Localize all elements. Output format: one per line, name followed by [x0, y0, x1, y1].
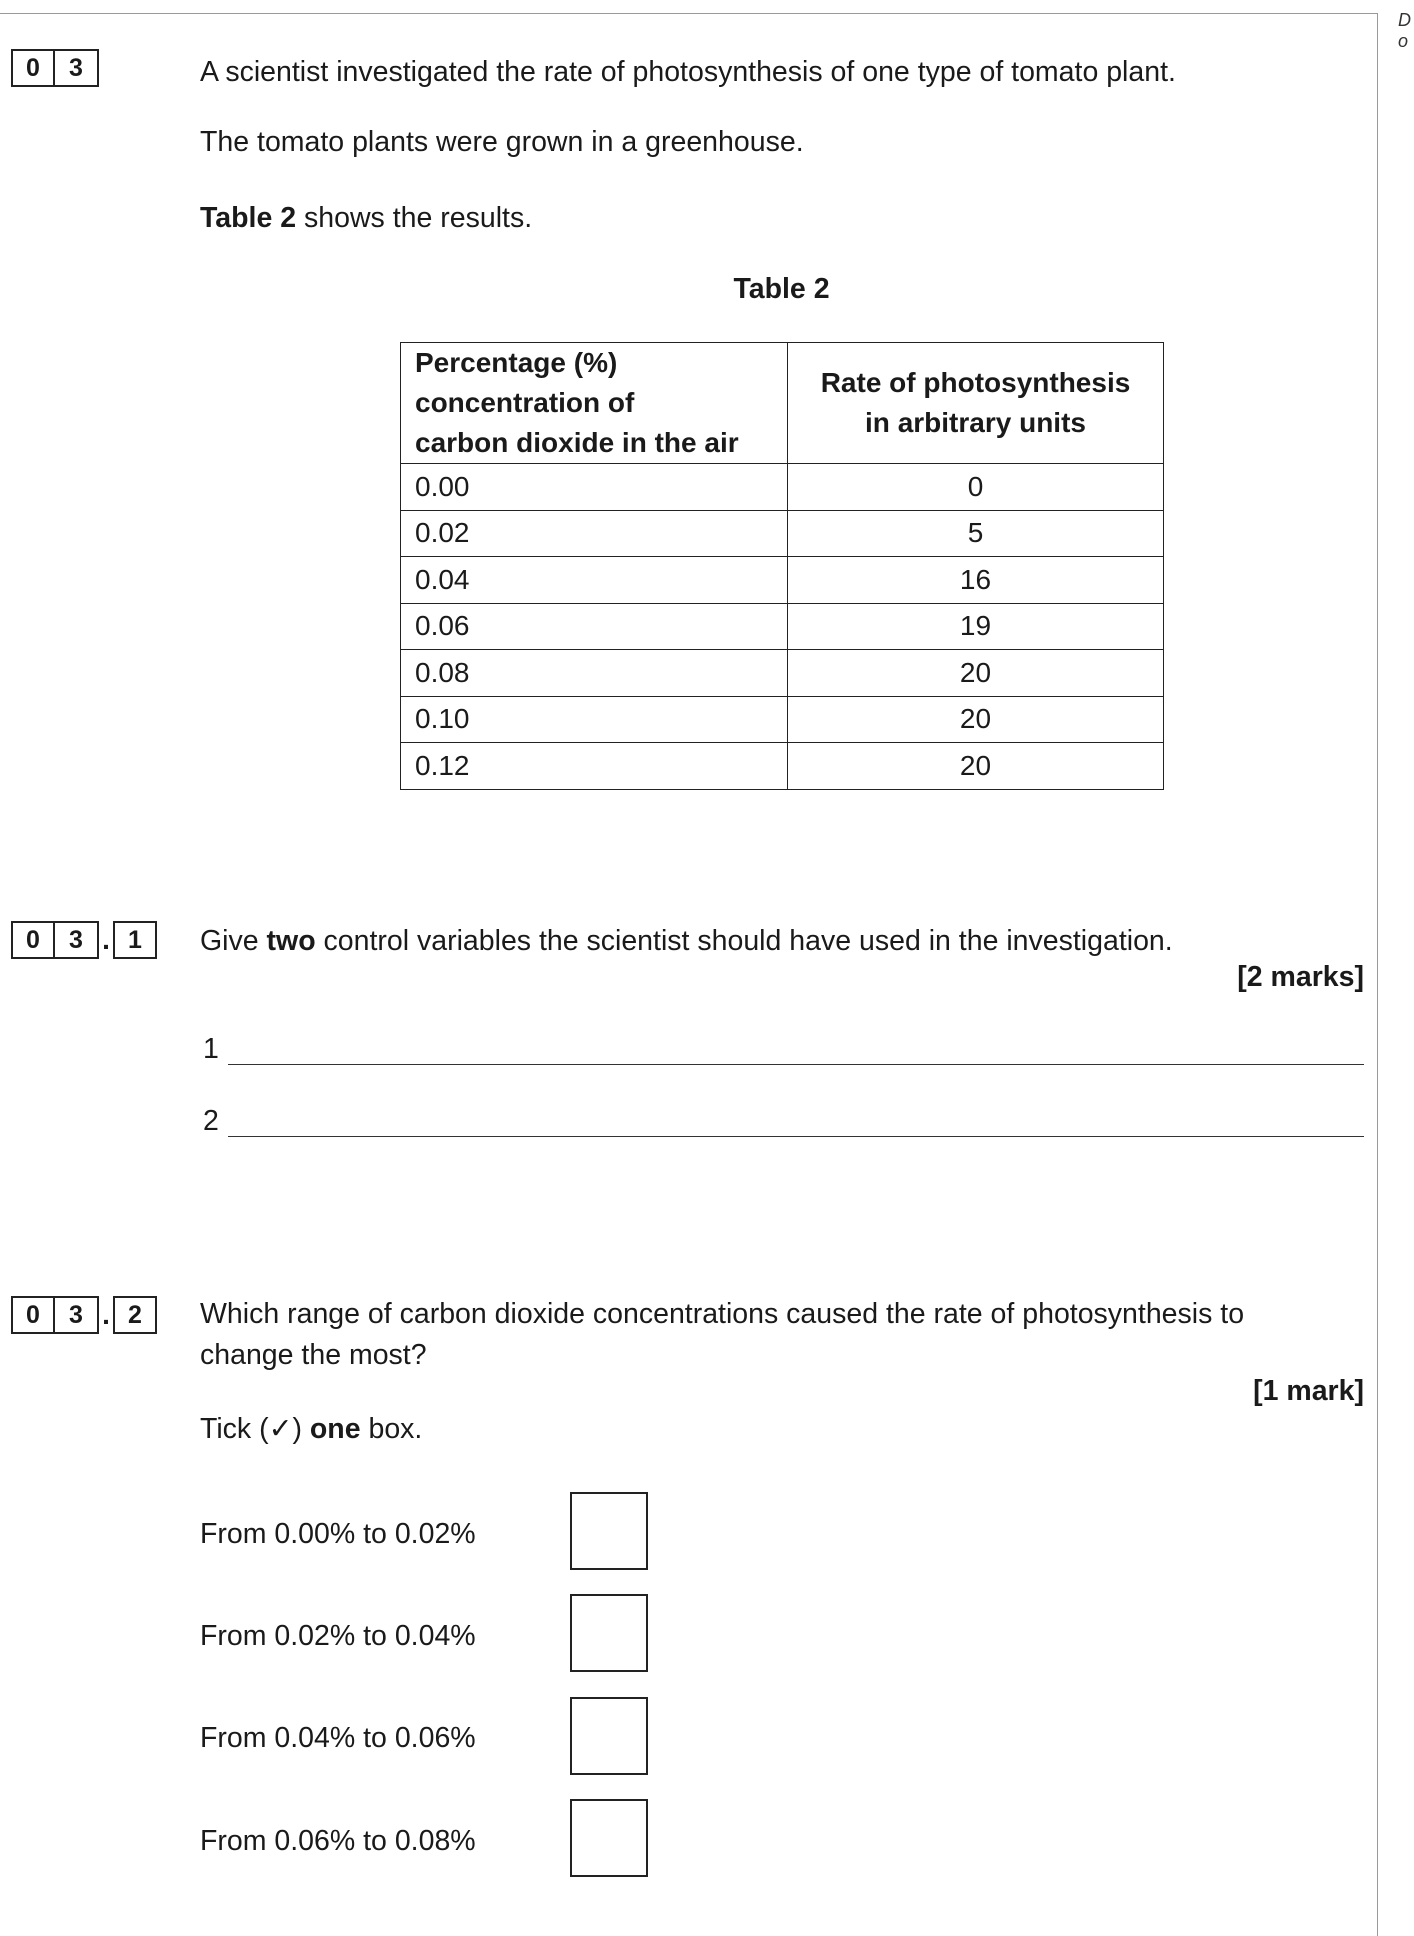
question-dot: . [102, 1299, 110, 1330]
option-label: From 0.02% to 0.04% [200, 1620, 476, 1652]
question-dot: . [102, 924, 110, 955]
rate-cell: 19 [788, 603, 1164, 650]
margin-note-line1: D [1398, 10, 1411, 30]
option-checkbox[interactable] [570, 1799, 648, 1877]
header-co2-line3: carbon dioxide in the air [415, 427, 739, 458]
tick-instruction [200, 1412, 422, 1446]
table-reference-rest: shows the results. [296, 202, 533, 234]
co2-cell: 0.06 [401, 603, 788, 650]
q1-prompt [200, 924, 1173, 958]
rate-cell: 20 [788, 743, 1164, 790]
question-number-box [11, 49, 99, 87]
q2-prompt-line2: change the most? [200, 1339, 427, 1371]
table-header-row [401, 343, 1164, 464]
table-row [401, 603, 1164, 650]
q2-prompt-line1: Which range of carbon dioxide concentrations caused the rate of photosynthesis to [200, 1298, 1245, 1330]
margin-note-line2: o [1398, 31, 1409, 51]
question-digit: 1 [113, 921, 157, 959]
co2-cell: 0.08 [401, 650, 788, 697]
table-header-co2 [401, 343, 788, 464]
table-row [401, 510, 1164, 557]
q2-marks: [1 mark] [1253, 1375, 1364, 1407]
rate-cell: 0 [788, 464, 1164, 511]
answer-line-2[interactable] [228, 1136, 1364, 1137]
question-digit: 0 [11, 1296, 55, 1334]
answer-line-label-2: 2 [203, 1105, 219, 1137]
option-checkbox[interactable] [570, 1594, 648, 1672]
table-row [401, 464, 1164, 511]
question-intro-line2: The tomato plants were grown in a greenhouse. [200, 126, 804, 158]
subquestion-number-box-1 [11, 921, 157, 959]
table-header-rate [788, 343, 1164, 464]
rate-cell: 20 [788, 650, 1164, 697]
tick-instruction-pre: Tick (✓) [200, 1413, 310, 1445]
table-row [401, 650, 1164, 697]
q1-marks: [2 marks] [1237, 961, 1364, 993]
co2-cell: 0.12 [401, 743, 788, 790]
rate-cell: 5 [788, 510, 1164, 557]
rate-cell: 16 [788, 557, 1164, 604]
table-caption: Table 2 [733, 273, 830, 305]
table-reference [200, 201, 532, 235]
q1-text-post: control variables the scientist should have used in the investigation. [315, 925, 1173, 957]
question-digit: 2 [113, 1296, 157, 1334]
rate-cell: 20 [788, 696, 1164, 743]
option-label: From 0.00% to 0.02% [200, 1518, 476, 1550]
question-digit: 0 [11, 921, 55, 959]
header-rate-line1: Rate of photosynthesis [820, 367, 1131, 398]
table-row [401, 743, 1164, 790]
option-label: From 0.06% to 0.08% [200, 1825, 476, 1857]
option-checkbox[interactable] [570, 1492, 648, 1570]
header-co2-line1: Percentage (%) [415, 347, 618, 378]
results-table [400, 342, 1164, 790]
co2-cell: 0.02 [401, 510, 788, 557]
option-checkbox[interactable] [570, 1697, 648, 1775]
table-row [401, 696, 1164, 743]
answer-line-label-1: 1 [203, 1033, 219, 1065]
co2-cell: 0.10 [401, 696, 788, 743]
tick-instruction-bold: one [309, 1413, 361, 1445]
table-reference-bold: Table 2 [200, 202, 297, 234]
answer-line-1[interactable] [228, 1064, 1364, 1065]
question-digit: 0 [11, 49, 55, 87]
question-intro-line1: A scientist investigated the rate of photosynthesis of one type of tomato plant. [200, 56, 1176, 88]
question-digit: 3 [55, 1296, 99, 1334]
co2-cell: 0.04 [401, 557, 788, 604]
question-digit: 3 [55, 49, 99, 87]
table-row [401, 557, 1164, 604]
header-rate-line2: in arbitrary units [865, 407, 1086, 438]
q1-text-bold: two [266, 925, 316, 957]
q1-text-pre: Give [200, 925, 267, 957]
question-digit: 3 [55, 921, 99, 959]
tick-instruction-post: box. [360, 1413, 423, 1445]
subquestion-number-box-2 [11, 1296, 157, 1334]
header-co2-line2: concentration of [415, 387, 635, 418]
top-border-line [0, 13, 1378, 14]
option-label: From 0.04% to 0.06% [200, 1722, 476, 1754]
co2-cell: 0.00 [401, 464, 788, 511]
